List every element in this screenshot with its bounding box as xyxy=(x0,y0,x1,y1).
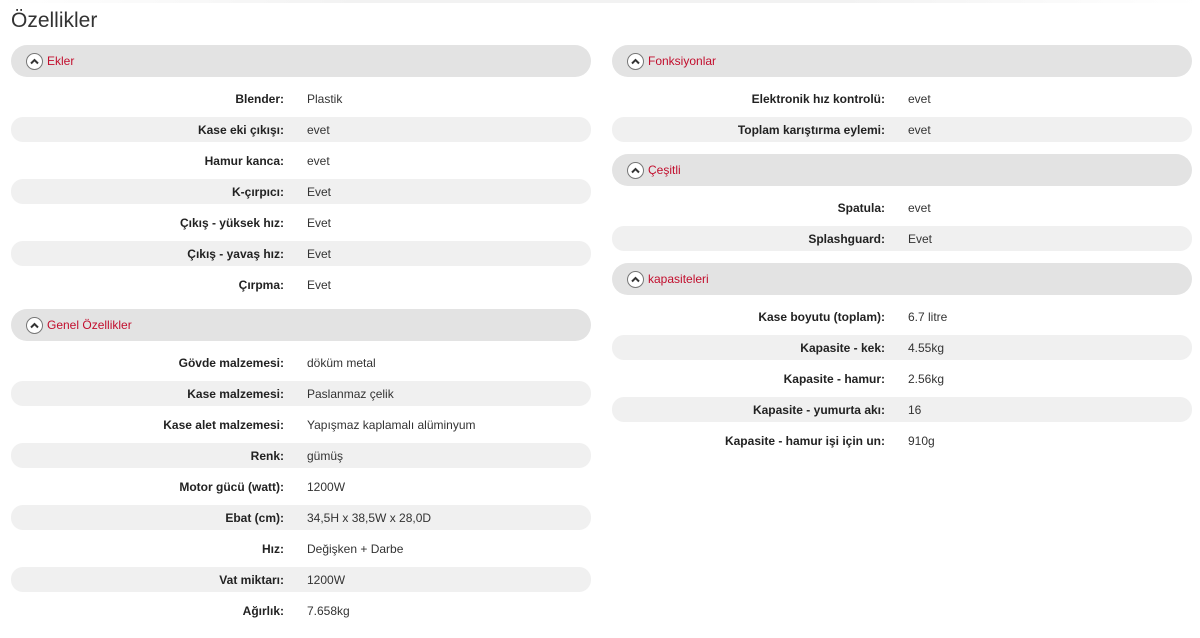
spec-value: 4.55kg xyxy=(908,340,945,355)
spec-list xyxy=(11,77,591,309)
section-title[interactable]: Genel Özellikler xyxy=(47,318,132,332)
section-title[interactable]: Ekler xyxy=(47,54,75,68)
spec-value: 1200W xyxy=(307,572,346,587)
spec-value: Değişken + Darbe xyxy=(307,541,404,556)
spec-value: 1200W xyxy=(307,479,346,494)
spec-label: Ağırlık: xyxy=(242,603,284,618)
spec-row xyxy=(612,226,1192,251)
spec-list xyxy=(11,341,591,635)
spec-row xyxy=(11,241,591,266)
spec-label: Kase boyutu (toplam): xyxy=(758,309,885,324)
spec-value: Yapışmaz kaplamalı alüminyum xyxy=(307,417,476,432)
spec-row xyxy=(11,567,591,592)
spec-label: Kase malzemesi: xyxy=(187,386,284,401)
chevron-up-icon[interactable] xyxy=(627,271,644,288)
spec-label: Splashguard: xyxy=(808,231,885,246)
spec-label: Çıkış - yavaş hız: xyxy=(187,246,284,261)
spec-label: Motor gücü (watt): xyxy=(179,479,284,494)
section-header-ekler[interactable] xyxy=(11,45,591,77)
section-title[interactable]: kapasiteleri xyxy=(648,272,709,286)
spec-row xyxy=(11,381,591,406)
section-cesitli xyxy=(612,154,1192,263)
spec-row xyxy=(11,148,591,173)
spec-label: Kapasite - yumurta akı: xyxy=(752,402,885,417)
spec-label: Toplam karıştırma eylemi: xyxy=(737,122,885,137)
spec-label: Kase eki çıkışı: xyxy=(197,122,284,137)
spec-row xyxy=(11,210,591,235)
spec-value: Evet xyxy=(307,246,332,261)
spec-row xyxy=(612,86,1192,111)
spec-value: evet xyxy=(307,153,330,168)
spec-value: evet xyxy=(307,122,330,137)
spec-row xyxy=(11,117,591,142)
section-genel-ozellikler xyxy=(11,309,591,635)
section-header-kapasiteleri[interactable] xyxy=(612,263,1192,295)
spec-value: 34,5H x 38,5W x 28,0D xyxy=(307,510,432,525)
spec-row xyxy=(11,474,591,499)
spec-label: Hız: xyxy=(262,541,284,556)
section-header-genel-ozellikler[interactable] xyxy=(11,309,591,341)
spec-value: evet xyxy=(908,122,931,137)
section-header-fonksiyonlar[interactable] xyxy=(612,45,1192,77)
spec-row xyxy=(11,272,591,297)
top-divider xyxy=(0,0,1200,3)
spec-label: Vat miktarı: xyxy=(219,572,284,587)
chevron-up-icon[interactable] xyxy=(627,53,644,70)
right-column xyxy=(612,45,1192,465)
chevron-up-icon[interactable] xyxy=(26,317,43,334)
spec-value: 7.658kg xyxy=(307,603,350,618)
spec-label: Çıkış - yüksek hız: xyxy=(179,215,284,230)
spec-value: döküm metal xyxy=(307,355,376,370)
spec-label: Kase alet malzemesi: xyxy=(163,417,284,432)
section-header-cesitli[interactable] xyxy=(612,154,1192,186)
spec-row xyxy=(612,304,1192,329)
section-title[interactable]: Fonksiyonlar xyxy=(648,54,717,68)
spec-label: Hamur kanca: xyxy=(204,153,284,168)
spec-row xyxy=(11,350,591,375)
left-column xyxy=(11,45,591,635)
spec-label: K-çırpıcı: xyxy=(231,184,284,199)
page-title: Özellikler xyxy=(11,9,98,32)
spec-label: Kapasite - hamur: xyxy=(783,371,885,386)
spec-value: evet xyxy=(908,200,931,215)
section-fonksiyonlar xyxy=(612,45,1192,154)
spec-value: Evet xyxy=(307,277,332,292)
section-kapasiteleri xyxy=(612,263,1192,465)
spec-row xyxy=(612,397,1192,422)
spec-list xyxy=(612,295,1192,465)
spec-label: Kapasite - hamur işi için un: xyxy=(724,433,885,448)
spec-row xyxy=(612,117,1192,142)
spec-list xyxy=(612,186,1192,263)
spec-row xyxy=(11,179,591,204)
spec-value: 6.7 litre xyxy=(908,309,948,324)
spec-list xyxy=(612,77,1192,154)
chevron-up-icon[interactable] xyxy=(26,53,43,70)
spec-value: Evet xyxy=(307,215,332,230)
chevron-up-icon[interactable] xyxy=(627,162,644,179)
spec-row xyxy=(612,195,1192,220)
spec-row xyxy=(11,412,591,437)
spec-label: Ebat (cm): xyxy=(225,510,284,525)
spec-row xyxy=(11,86,591,111)
spec-row xyxy=(612,335,1192,360)
spec-label: Çırpma: xyxy=(238,277,284,292)
spec-row xyxy=(11,443,591,468)
spec-value: 2.56kg xyxy=(908,371,945,386)
spec-label: Elektronik hız kontrolü: xyxy=(751,91,885,106)
spec-label: Kapasite - kek: xyxy=(800,340,885,355)
spec-value: gümüş xyxy=(307,448,344,463)
spec-value: Evet xyxy=(908,231,933,246)
spec-value: Evet xyxy=(307,184,332,199)
spec-value: Plastik xyxy=(307,91,343,106)
section-title[interactable]: Çeşitli xyxy=(648,163,681,177)
section-ekler xyxy=(11,45,591,309)
spec-row xyxy=(11,598,591,623)
spec-label: Spatula: xyxy=(837,200,885,215)
spec-row xyxy=(612,428,1192,453)
spec-value: 16 xyxy=(908,402,922,417)
spec-label: Gövde malzemesi: xyxy=(178,355,284,370)
spec-row xyxy=(11,505,591,530)
spec-value: 910g xyxy=(908,433,935,448)
spec-value: evet xyxy=(908,91,931,106)
spec-label: Renk: xyxy=(250,448,284,463)
spec-row xyxy=(11,536,591,561)
spec-label: Blender: xyxy=(235,91,284,106)
spec-row xyxy=(612,366,1192,391)
spec-value: Paslanmaz çelik xyxy=(307,386,394,401)
